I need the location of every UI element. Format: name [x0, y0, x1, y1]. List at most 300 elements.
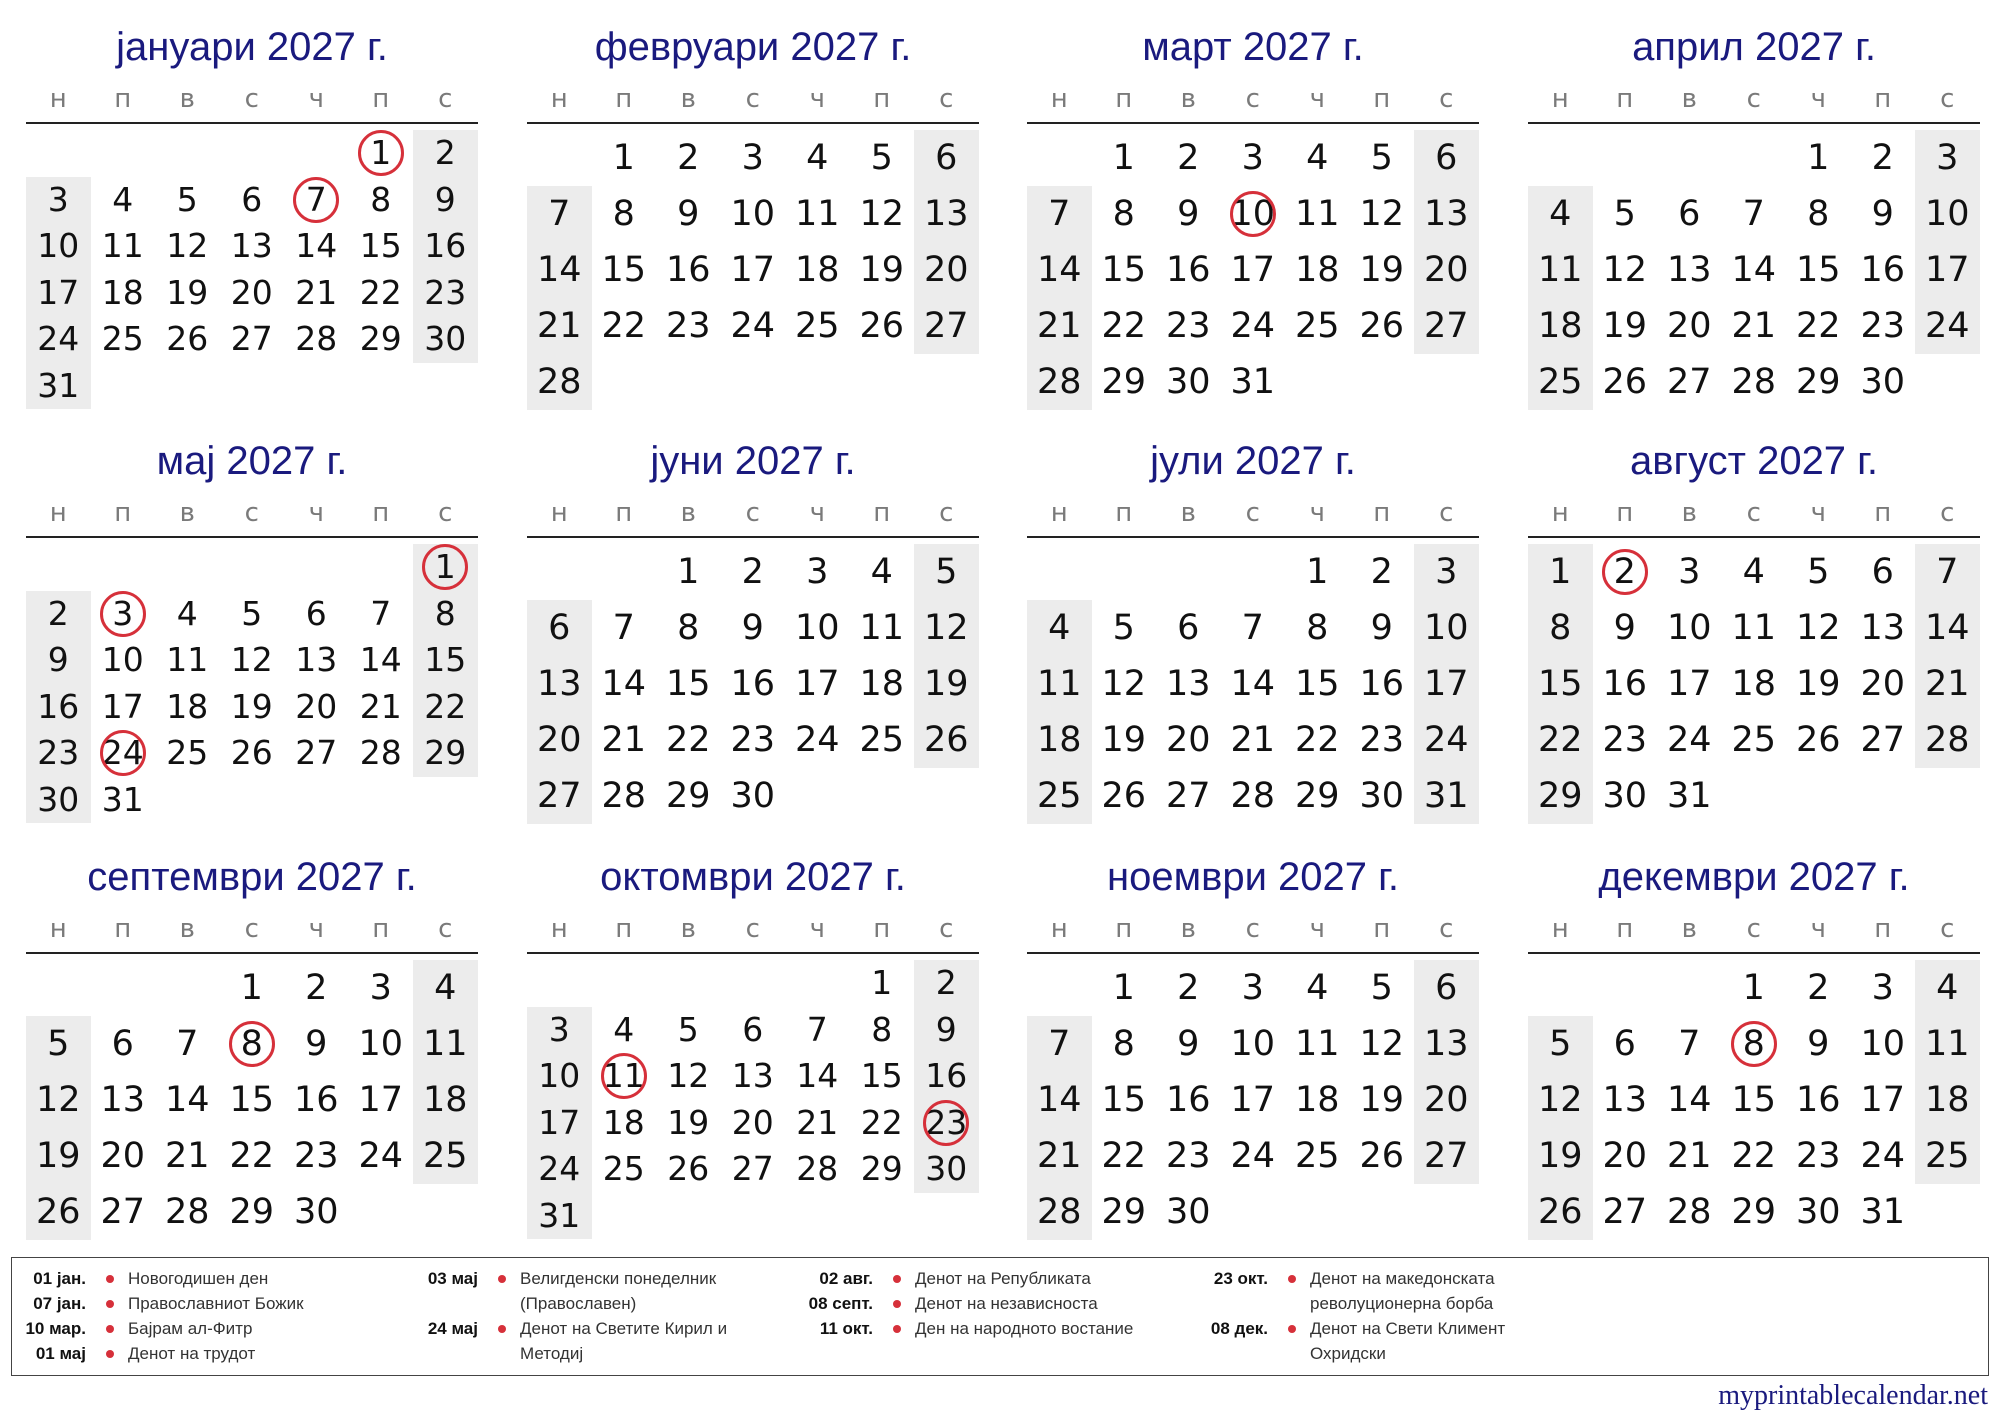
day-cell[interactable]: 28 — [1230, 776, 1276, 816]
day-cell[interactable]: 6 — [935, 138, 958, 178]
day-cell[interactable]: 28 — [1924, 720, 1970, 760]
day-cell[interactable]: 16 — [293, 1080, 339, 1120]
day-cell[interactable]: 10 — [538, 1056, 581, 1095]
day-cell[interactable]: 13 — [1165, 664, 1211, 704]
day-cell[interactable]: 22 — [229, 1136, 275, 1176]
day-cell[interactable]: 16 — [1602, 664, 1648, 704]
day-cell[interactable]: 6 — [742, 1009, 764, 1049]
day-cell[interactable]: 15 — [1101, 1080, 1147, 1120]
day-cell[interactable]: 17 — [1860, 1080, 1906, 1120]
day-cell[interactable]: 6 — [1678, 194, 1701, 234]
day-cell[interactable]: 12 — [35, 1080, 81, 1120]
day-cell[interactable]: 10 — [1423, 608, 1469, 648]
day-cell[interactable]: 10 — [794, 608, 840, 648]
day-cell[interactable]: 4 — [434, 968, 457, 1008]
day-cell[interactable]: 25 — [1924, 1136, 1970, 1176]
day-cell[interactable]: 28 — [796, 1149, 839, 1188]
day-cell[interactable]: 22 — [1101, 306, 1147, 346]
day-cell[interactable]: 6 — [1177, 608, 1200, 648]
day-cell[interactable]: 8 — [871, 1009, 893, 1049]
day-cell[interactable]: 13 — [1602, 1080, 1648, 1120]
day-cell[interactable]: 25 — [1537, 362, 1583, 402]
day-cell[interactable]: 16 — [1359, 664, 1405, 704]
day-cell[interactable]: 2 — [1871, 138, 1894, 178]
day-cell[interactable]: 5 — [1549, 1024, 1572, 1064]
day-cell[interactable]: 4 — [870, 552, 893, 592]
day-cell[interactable]: 27 — [295, 733, 338, 772]
day-cell[interactable]: 9 — [1871, 194, 1894, 234]
day-cell[interactable]: 11 — [101, 226, 144, 265]
day-cell[interactable]: 23 — [1359, 720, 1405, 760]
day-cell[interactable]: 15 — [1795, 250, 1841, 290]
day-cell[interactable]: 24 — [1423, 720, 1469, 760]
day-cell[interactable]: 22 — [1731, 1136, 1777, 1176]
day-cell[interactable]: 29 — [860, 1149, 903, 1188]
day-cell[interactable]: 15 — [1537, 664, 1583, 704]
day-cell[interactable]: 22 — [860, 1102, 903, 1142]
day-cell[interactable]: 7 — [1678, 1024, 1701, 1064]
day-cell[interactable]: 14 — [601, 664, 647, 704]
day-cell[interactable]: 18 — [422, 1080, 468, 1120]
day-cell[interactable]: 20 — [100, 1136, 146, 1176]
day-cell[interactable]: 11 — [859, 608, 905, 648]
day-cell[interactable]: 20 — [1666, 306, 1712, 346]
day-cell[interactable]: 17 — [101, 686, 144, 726]
day-cell[interactable]: 30 — [730, 776, 776, 816]
day-cell[interactable]: 7 — [1048, 194, 1071, 234]
day-cell[interactable]: 10 — [730, 194, 776, 234]
day-cell[interactable]: 14 — [1036, 1080, 1082, 1120]
day-cell[interactable]: 25 — [602, 1149, 645, 1188]
day-cell[interactable]: 30 — [1165, 362, 1211, 402]
day-cell[interactable]: 6 — [1871, 552, 1894, 592]
day-cell[interactable]: 25 — [1036, 776, 1082, 816]
day-cell[interactable]: 14 — [164, 1080, 210, 1120]
day-cell[interactable]: 11 — [1294, 194, 1340, 234]
day-cell[interactable]: 19 — [1537, 1136, 1583, 1176]
day-cell[interactable]: 9 — [305, 1024, 328, 1064]
day-cell[interactable]: 3 — [47, 179, 69, 219]
day-cell[interactable]: 3 — [1936, 138, 1959, 178]
day-cell[interactable]: 17 — [1423, 664, 1469, 704]
day-cell[interactable]: 3 — [548, 1009, 570, 1049]
day-cell[interactable]: 24 — [538, 1149, 581, 1188]
day-cell[interactable]: 23 — [730, 720, 776, 760]
day-cell[interactable]: 17 — [1666, 664, 1712, 704]
day-cell[interactable]: 28 — [1036, 1192, 1082, 1232]
day-cell[interactable]: 18 — [1731, 664, 1777, 704]
day-cell[interactable]: 14 — [1924, 608, 1970, 648]
day-cell[interactable]: 5 — [870, 138, 893, 178]
day-cell[interactable]: 3 — [741, 138, 764, 178]
day-cell[interactable]: 4 — [806, 138, 829, 178]
day-cell[interactable]: 17 — [538, 1102, 581, 1142]
day-cell[interactable]: 10 — [1860, 1024, 1906, 1064]
day-cell[interactable]: 21 — [536, 306, 582, 346]
day-cell[interactable]: 27 — [1165, 776, 1211, 816]
day-cell[interactable]: 1 — [370, 133, 392, 172]
day-cell[interactable]: 5 — [1112, 608, 1135, 648]
day-cell[interactable]: 11 — [166, 640, 209, 679]
day-cell[interactable]: 20 — [1860, 664, 1906, 704]
day-cell[interactable]: 19 — [1795, 664, 1841, 704]
day-cell[interactable]: 11 — [794, 194, 840, 234]
day-cell[interactable]: 2 — [1613, 552, 1636, 592]
day-cell[interactable]: 17 — [358, 1080, 404, 1120]
day-cell[interactable]: 7 — [1048, 1024, 1071, 1064]
day-cell[interactable]: 22 — [1101, 1136, 1147, 1176]
day-cell[interactable]: 9 — [1370, 608, 1393, 648]
day-cell[interactable]: 5 — [1613, 194, 1636, 234]
day-cell[interactable]: 6 — [1613, 1024, 1636, 1064]
day-cell[interactable]: 27 — [100, 1192, 146, 1232]
day-cell[interactable]: 4 — [1306, 138, 1329, 178]
day-cell[interactable]: 15 — [665, 664, 711, 704]
day-cell[interactable]: 6 — [548, 608, 571, 648]
day-cell[interactable]: 20 — [536, 720, 582, 760]
day-cell[interactable]: 16 — [1165, 250, 1211, 290]
day-cell[interactable]: 13 — [1666, 250, 1712, 290]
day-cell[interactable]: 10 — [101, 640, 144, 679]
day-cell[interactable]: 11 — [602, 1056, 645, 1095]
day-cell[interactable]: 12 — [1359, 1024, 1405, 1064]
day-cell[interactable]: 5 — [1370, 968, 1393, 1008]
day-cell[interactable]: 18 — [794, 250, 840, 290]
day-cell[interactable]: 14 — [796, 1056, 839, 1095]
day-cell[interactable]: 21 — [1036, 306, 1082, 346]
day-cell[interactable]: 5 — [935, 552, 958, 592]
day-cell[interactable]: 20 — [731, 1102, 774, 1142]
day-cell[interactable]: 16 — [1795, 1080, 1841, 1120]
day-cell[interactable]: 2 — [1807, 968, 1830, 1008]
day-cell[interactable]: 15 — [860, 1056, 903, 1095]
day-cell[interactable]: 15 — [424, 640, 467, 679]
day-cell[interactable]: 12 — [667, 1056, 710, 1095]
day-cell[interactable]: 30 — [1165, 1192, 1211, 1232]
day-cell[interactable]: 7 — [1936, 552, 1959, 592]
day-cell[interactable]: 8 — [1549, 608, 1572, 648]
day-cell[interactable]: 22 — [601, 306, 647, 346]
day-cell[interactable]: 24 — [794, 720, 840, 760]
day-cell[interactable]: 31 — [1666, 776, 1712, 816]
day-cell[interactable]: 3 — [1435, 552, 1458, 592]
day-cell[interactable]: 14 — [536, 250, 582, 290]
day-cell[interactable]: 23 — [1165, 306, 1211, 346]
day-cell[interactable]: 1 — [240, 968, 263, 1008]
day-cell[interactable]: 1 — [871, 963, 893, 1002]
day-cell[interactable]: 18 — [859, 664, 905, 704]
day-cell[interactable]: 27 — [1423, 306, 1469, 346]
day-cell[interactable]: 24 — [1924, 306, 1970, 346]
day-cell[interactable]: 28 — [601, 776, 647, 816]
day-cell[interactable]: 11 — [1731, 608, 1777, 648]
day-cell[interactable]: 6 — [1435, 138, 1458, 178]
day-cell[interactable]: 4 — [1048, 608, 1071, 648]
day-cell[interactable]: 19 — [667, 1102, 710, 1142]
day-cell[interactable]: 29 — [229, 1192, 275, 1232]
day-cell[interactable]: 17 — [730, 250, 776, 290]
day-cell[interactable]: 2 — [47, 593, 69, 633]
day-cell[interactable]: 25 — [101, 319, 144, 358]
day-cell[interactable]: 23 — [1165, 1136, 1211, 1176]
day-cell[interactable]: 13 — [731, 1056, 774, 1095]
day-cell[interactable]: 3 — [112, 593, 134, 633]
day-cell[interactable]: 26 — [1795, 720, 1841, 760]
day-cell[interactable]: 29 — [424, 733, 467, 772]
site-brand[interactable]: myprintablecalendar.net — [1718, 1380, 1988, 1411]
day-cell[interactable]: 3 — [1241, 968, 1264, 1008]
day-cell[interactable]: 31 — [101, 779, 144, 819]
day-cell[interactable]: 4 — [1306, 968, 1329, 1008]
day-cell[interactable]: 16 — [1860, 250, 1906, 290]
day-cell[interactable]: 20 — [1423, 250, 1469, 290]
day-cell[interactable]: 7 — [548, 194, 571, 234]
day-cell[interactable]: 19 — [1359, 1080, 1405, 1120]
day-cell[interactable]: 21 — [359, 686, 402, 726]
day-cell[interactable]: 18 — [602, 1102, 645, 1142]
day-cell[interactable]: 25 — [422, 1136, 468, 1176]
day-cell[interactable]: 30 — [37, 779, 80, 819]
day-cell[interactable]: 18 — [1294, 250, 1340, 290]
day-cell[interactable]: 16 — [925, 1056, 968, 1095]
day-cell[interactable]: 6 — [1435, 968, 1458, 1008]
day-cell[interactable]: 22 — [424, 686, 467, 726]
day-cell[interactable]: 9 — [434, 179, 456, 219]
day-cell[interactable]: 10 — [358, 1024, 404, 1064]
day-cell[interactable]: 26 — [859, 306, 905, 346]
day-cell[interactable]: 31 — [1423, 776, 1469, 816]
day-cell[interactable]: 7 — [1742, 194, 1765, 234]
day-cell[interactable]: 23 — [925, 1102, 968, 1142]
day-cell[interactable]: 11 — [1294, 1024, 1340, 1064]
day-cell[interactable]: 16 — [424, 226, 467, 265]
day-cell[interactable]: 18 — [101, 272, 144, 312]
day-cell[interactable]: 23 — [665, 306, 711, 346]
day-cell[interactable]: 27 — [1602, 1192, 1648, 1232]
day-cell[interactable]: 24 — [1230, 306, 1276, 346]
day-cell[interactable]: 9 — [741, 608, 764, 648]
day-cell[interactable]: 24 — [1860, 1136, 1906, 1176]
day-cell[interactable]: 12 — [859, 194, 905, 234]
day-cell[interactable]: 21 — [1230, 720, 1276, 760]
day-cell[interactable]: 20 — [1165, 720, 1211, 760]
day-cell[interactable]: 15 — [1101, 250, 1147, 290]
day-cell[interactable]: 21 — [601, 720, 647, 760]
day-cell[interactable]: 1 — [612, 138, 635, 178]
day-cell[interactable]: 19 — [859, 250, 905, 290]
day-cell[interactable]: 10 — [1230, 194, 1276, 234]
day-cell[interactable]: 27 — [536, 776, 582, 816]
day-cell[interactable]: 31 — [37, 365, 80, 405]
day-cell[interactable]: 27 — [923, 306, 969, 346]
day-cell[interactable]: 13 — [1423, 194, 1469, 234]
day-cell[interactable]: 24 — [1230, 1136, 1276, 1176]
day-cell[interactable]: 22 — [1795, 306, 1841, 346]
day-cell[interactable]: 7 — [806, 1009, 828, 1049]
day-cell[interactable]: 11 — [1537, 250, 1583, 290]
day-cell[interactable]: 23 — [293, 1136, 339, 1176]
day-cell[interactable]: 20 — [1602, 1136, 1648, 1176]
day-cell[interactable]: 21 — [1666, 1136, 1712, 1176]
day-cell[interactable]: 31 — [1860, 1192, 1906, 1232]
day-cell[interactable]: 30 — [1860, 362, 1906, 402]
day-cell[interactable]: 1 — [1112, 138, 1135, 178]
day-cell[interactable]: 29 — [1294, 776, 1340, 816]
day-cell[interactable]: 7 — [305, 179, 327, 219]
day-cell[interactable]: 6 — [305, 593, 327, 633]
day-cell[interactable]: 11 — [422, 1024, 468, 1064]
day-cell[interactable]: 25 — [1731, 720, 1777, 760]
day-cell[interactable]: 9 — [677, 194, 700, 234]
day-cell[interactable]: 13 — [1860, 608, 1906, 648]
day-cell[interactable]: 3 — [1871, 968, 1894, 1008]
day-cell[interactable]: 26 — [1359, 1136, 1405, 1176]
day-cell[interactable]: 28 — [1731, 362, 1777, 402]
day-cell[interactable]: 26 — [1101, 776, 1147, 816]
day-cell[interactable]: 23 — [1860, 306, 1906, 346]
day-cell[interactable]: 28 — [1666, 1192, 1712, 1232]
day-cell[interactable]: 12 — [1795, 608, 1841, 648]
day-cell[interactable]: 2 — [305, 968, 328, 1008]
day-cell[interactable]: 7 — [612, 608, 635, 648]
day-cell[interactable]: 8 — [370, 179, 392, 219]
day-cell[interactable]: 27 — [731, 1149, 774, 1188]
day-cell[interactable]: 4 — [1742, 552, 1765, 592]
day-cell[interactable]: 26 — [35, 1192, 81, 1232]
day-cell[interactable]: 20 — [1423, 1080, 1469, 1120]
day-cell[interactable]: 31 — [538, 1195, 581, 1235]
day-cell[interactable]: 17 — [37, 272, 80, 312]
day-cell[interactable]: 15 — [601, 250, 647, 290]
day-cell[interactable]: 8 — [677, 608, 700, 648]
day-cell[interactable]: 19 — [166, 272, 209, 312]
day-cell[interactable]: 3 — [806, 552, 829, 592]
day-cell[interactable]: 28 — [359, 733, 402, 772]
day-cell[interactable]: 18 — [1537, 306, 1583, 346]
day-cell[interactable]: 29 — [1537, 776, 1583, 816]
day-cell[interactable]: 21 — [1036, 1136, 1082, 1176]
day-cell[interactable]: 21 — [164, 1136, 210, 1176]
day-cell[interactable]: 30 — [1795, 1192, 1841, 1232]
day-cell[interactable]: 19 — [1602, 306, 1648, 346]
day-cell[interactable]: 27 — [1666, 362, 1712, 402]
day-cell[interactable]: 7 — [1241, 608, 1264, 648]
day-cell[interactable]: 28 — [295, 319, 338, 358]
day-cell[interactable]: 12 — [1602, 250, 1648, 290]
day-cell[interactable]: 22 — [1294, 720, 1340, 760]
day-cell[interactable]: 1 — [1306, 552, 1329, 592]
day-cell[interactable]: 8 — [612, 194, 635, 234]
day-cell[interactable]: 23 — [424, 272, 467, 312]
day-cell[interactable]: 17 — [1924, 250, 1970, 290]
day-cell[interactable]: 21 — [796, 1102, 839, 1142]
day-cell[interactable]: 19 — [35, 1136, 81, 1176]
day-cell[interactable]: 5 — [677, 1009, 699, 1049]
day-cell[interactable]: 26 — [166, 319, 209, 358]
day-cell[interactable]: 24 — [1666, 720, 1712, 760]
day-cell[interactable]: 26 — [1602, 362, 1648, 402]
day-cell[interactable]: 2 — [1177, 968, 1200, 1008]
day-cell[interactable]: 15 — [359, 226, 402, 265]
day-cell[interactable]: 28 — [164, 1192, 210, 1232]
day-cell[interactable]: 2 — [741, 552, 764, 592]
day-cell[interactable]: 14 — [1666, 1080, 1712, 1120]
day-cell[interactable]: 8 — [1742, 1024, 1765, 1064]
day-cell[interactable]: 24 — [37, 319, 80, 358]
day-cell[interactable]: 18 — [166, 686, 209, 726]
day-cell[interactable]: 21 — [1924, 664, 1970, 704]
day-cell[interactable]: 25 — [1294, 306, 1340, 346]
day-cell[interactable]: 31 — [1230, 362, 1276, 402]
day-cell[interactable]: 29 — [359, 319, 402, 358]
day-cell[interactable]: 8 — [1112, 1024, 1135, 1064]
day-cell[interactable]: 23 — [1795, 1136, 1841, 1176]
day-cell[interactable]: 8 — [1112, 194, 1135, 234]
day-cell[interactable]: 29 — [1101, 1192, 1147, 1232]
day-cell[interactable]: 19 — [1101, 720, 1147, 760]
day-cell[interactable]: 8 — [434, 593, 456, 633]
day-cell[interactable]: 19 — [230, 686, 273, 726]
day-cell[interactable]: 15 — [1731, 1080, 1777, 1120]
day-cell[interactable]: 28 — [1036, 362, 1082, 402]
day-cell[interactable]: 4 — [613, 1009, 635, 1049]
day-cell[interactable]: 5 — [47, 1024, 70, 1064]
day-cell[interactable]: 8 — [1807, 194, 1830, 234]
day-cell[interactable]: 5 — [1807, 552, 1830, 592]
day-cell[interactable]: 4 — [1936, 968, 1959, 1008]
day-cell[interactable]: 4 — [112, 179, 134, 219]
day-cell[interactable]: 24 — [101, 733, 144, 772]
day-cell[interactable]: 10 — [37, 226, 80, 265]
day-cell[interactable]: 30 — [1602, 776, 1648, 816]
day-cell[interactable]: 23 — [37, 733, 80, 772]
day-cell[interactable]: 19 — [923, 664, 969, 704]
day-cell[interactable]: 29 — [1795, 362, 1841, 402]
day-cell[interactable]: 13 — [1423, 1024, 1469, 1064]
day-cell[interactable]: 27 — [1423, 1136, 1469, 1176]
day-cell[interactable]: 21 — [295, 272, 338, 312]
day-cell[interactable]: 27 — [1860, 720, 1906, 760]
day-cell[interactable]: 1 — [1549, 552, 1572, 592]
day-cell[interactable]: 13 — [923, 194, 969, 234]
day-cell[interactable]: 15 — [229, 1080, 275, 1120]
day-cell[interactable]: 18 — [1294, 1080, 1340, 1120]
day-cell[interactable]: 2 — [1177, 138, 1200, 178]
day-cell[interactable]: 6 — [241, 179, 263, 219]
day-cell[interactable]: 2 — [677, 138, 700, 178]
day-cell[interactable]: 25 — [166, 733, 209, 772]
day-cell[interactable]: 17 — [1230, 250, 1276, 290]
day-cell[interactable]: 25 — [859, 720, 905, 760]
day-cell[interactable]: 16 — [730, 664, 776, 704]
day-cell[interactable]: 15 — [1294, 664, 1340, 704]
day-cell[interactable]: 22 — [1537, 720, 1583, 760]
day-cell[interactable]: 16 — [665, 250, 711, 290]
day-cell[interactable]: 26 — [1359, 306, 1405, 346]
day-cell[interactable]: 9 — [935, 1009, 957, 1049]
day-cell[interactable]: 12 — [166, 226, 209, 265]
day-cell[interactable]: 5 — [176, 179, 198, 219]
day-cell[interactable]: 1 — [1112, 968, 1135, 1008]
day-cell[interactable]: 11 — [1924, 1024, 1970, 1064]
day-cell[interactable]: 9 — [1177, 1024, 1200, 1064]
day-cell[interactable]: 3 — [369, 968, 392, 1008]
day-cell[interactable]: 8 — [1306, 608, 1329, 648]
day-cell[interactable]: 9 — [1613, 608, 1636, 648]
day-cell[interactable]: 25 — [1294, 1136, 1340, 1176]
day-cell[interactable]: 1 — [677, 552, 700, 592]
day-cell[interactable]: 22 — [665, 720, 711, 760]
